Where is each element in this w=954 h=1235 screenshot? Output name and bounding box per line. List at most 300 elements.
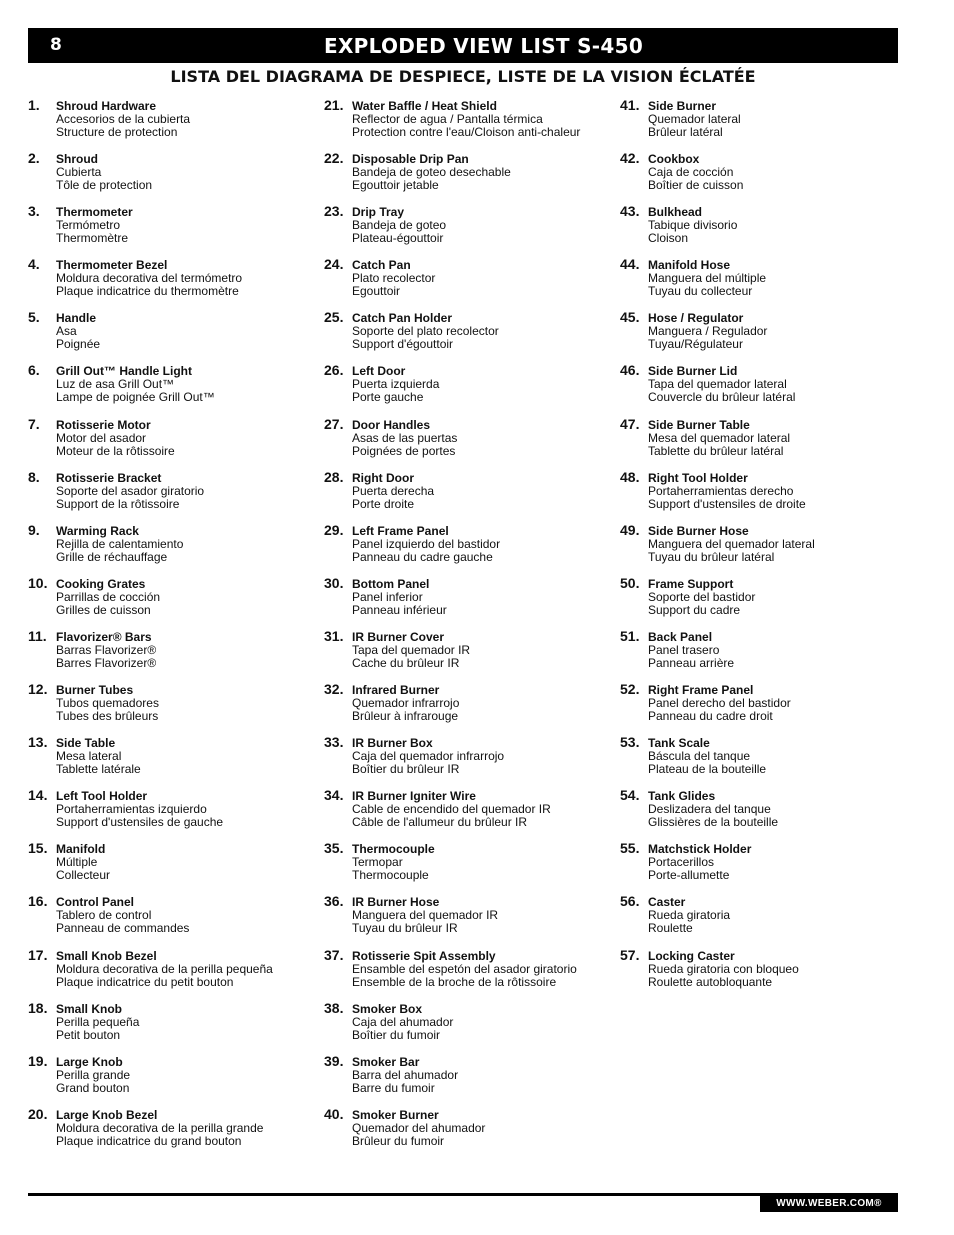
item-number: 43. (620, 203, 640, 220)
item-name-es: Reflector de agua / Pantalla térmica (352, 112, 543, 126)
item-name-fr: Poignée (56, 337, 101, 352)
list-item (324, 787, 614, 840)
item-text (352, 525, 614, 564)
header-bar (28, 28, 898, 63)
item-name-en: IR Burner Box (352, 736, 433, 751)
item-text (352, 1109, 614, 1148)
list-item (28, 416, 318, 469)
list-item (28, 256, 318, 309)
item-name-fr: Barres Flavorizer® (56, 655, 157, 670)
item-number: 8. (28, 468, 40, 485)
item-number: 4. (28, 256, 40, 273)
item-text (352, 259, 614, 298)
item-number: 34. (324, 787, 344, 804)
list-item (324, 575, 614, 628)
item-name-es: Perilla pequeña (56, 1014, 140, 1029)
item-name-fr: Câble de l'allumeur du brûleur IR (352, 815, 528, 830)
list-item (324, 1106, 614, 1159)
item-name-es: Motor del asador (56, 430, 147, 445)
item-name-fr: Tuyau du collecteur (648, 284, 753, 299)
item-name-en: Side Table (56, 736, 116, 751)
item-name-en: Large Knob Bezel (56, 1107, 158, 1122)
parts-column-2 (324, 97, 614, 1159)
item-number: 39. (324, 1052, 344, 1069)
item-name-en: Burner Tubes (56, 683, 134, 698)
item-name-en: Back Panel (648, 629, 713, 644)
item-number: 12. (28, 681, 48, 698)
item-name-en: Smoker Box (352, 1001, 423, 1016)
item-number: 26. (324, 362, 344, 379)
item-number: 37. (324, 946, 344, 963)
item-text (648, 790, 910, 829)
item-text (56, 843, 318, 882)
item-name-es: Barra del ahumador (352, 1067, 459, 1082)
item-name-fr: Boîtier du fumoir (352, 1027, 441, 1042)
item-name-es: Puerta izquierda (352, 377, 440, 392)
item-name-es: Caja del ahumador (352, 1014, 454, 1029)
item-text (352, 578, 614, 617)
list-item (620, 734, 910, 787)
item-name-fr: Thermomètre (56, 231, 129, 246)
item-name-en: Drip Tray (352, 205, 405, 220)
item-text (648, 896, 910, 935)
item-number: 25. (324, 309, 344, 326)
item-number: 9. (28, 521, 40, 538)
item-name-fr: Tôle de protection (56, 178, 153, 193)
item-number: 27. (324, 415, 344, 432)
list-item (324, 362, 614, 415)
item-name-fr: Grilles de cuisson (56, 602, 151, 617)
item-name-en: Side Burner (648, 99, 717, 113)
list-item (620, 893, 910, 946)
item-name-en: Manifold Hose (648, 258, 731, 273)
item-text (56, 737, 318, 776)
item-text (56, 950, 318, 989)
item-name-en: Bottom Panel (352, 576, 430, 591)
item-name-es: Quemador infrarrojo (352, 696, 460, 711)
item-name-es: Panel izquierdo del bastidor (352, 536, 501, 551)
item-name-es: Mesa del quemador lateral (648, 430, 791, 445)
item-name-en: Left Door (352, 364, 406, 379)
item-name-es: Tapa del quemador IR (352, 642, 471, 657)
item-name-en: Bulkhead (648, 205, 703, 220)
item-name-fr: Support d'ustensiles de gauche (56, 815, 224, 830)
item-name-fr: Collecteur (56, 868, 111, 883)
list-item (324, 628, 614, 681)
item-name-en: Disposable Drip Pan (352, 152, 469, 167)
item-number: 21. (324, 97, 344, 113)
item-text (648, 153, 910, 192)
item-name-es: Perilla grande (56, 1067, 131, 1082)
list-item (620, 150, 910, 203)
item-name-en: Rotisserie Spit Assembly (352, 948, 496, 963)
list-item (324, 97, 614, 150)
item-name-fr: Plaque indicatrice du thermomètre (56, 284, 239, 299)
item-name-en: Small Knob (56, 1001, 123, 1016)
item-name-en: Warming Rack (56, 523, 139, 538)
item-number: 48. (620, 468, 640, 485)
list-item (324, 522, 614, 575)
item-name-en: Hose / Regulator (648, 311, 744, 326)
list-item (620, 309, 910, 362)
item-name-en: Rotisserie Motor (56, 417, 151, 432)
item-name-fr: Cache du brûleur IR (352, 655, 460, 670)
list-item (28, 469, 318, 522)
list-item (620, 787, 910, 840)
list-item (620, 256, 910, 309)
item-name-fr: Panneau arrière (648, 655, 735, 670)
page-number: 8 (50, 35, 62, 55)
item-name-fr: Boîtier du brûleur IR (352, 762, 460, 777)
item-name-en: Water Baffle / Heat Shield (352, 99, 497, 113)
item-number: 41. (620, 97, 640, 113)
item-name-fr: Tuyau du brûleur latéral (648, 549, 775, 564)
item-name-fr: Support d'ustensiles de droite (648, 496, 806, 511)
item-name-es: Moldura decorativa de la perilla grande (56, 1120, 264, 1135)
list-item (28, 362, 318, 415)
item-name-fr: Thermocouple (352, 868, 429, 883)
item-number: 42. (620, 150, 640, 167)
item-text (648, 419, 910, 458)
item-name-es: Asa (56, 324, 77, 339)
item-number: 16. (28, 893, 48, 910)
item-text (352, 206, 614, 245)
item-name-es: Puerta derecha (352, 483, 435, 498)
item-name-es: Panel derecho del bastidor (648, 696, 791, 711)
item-name-en: Manifold (56, 842, 106, 857)
item-text (352, 100, 614, 139)
item-number: 24. (324, 256, 344, 273)
list-item (28, 947, 318, 1000)
item-text (648, 843, 910, 882)
item-name-en: Tank Glides (648, 789, 716, 804)
item-name-fr: Brûleur latéral (648, 125, 723, 139)
item-name-es: Manguera del múltiple (648, 271, 767, 286)
item-name-en: Right Tool Holder (648, 470, 748, 485)
item-name-es: Quemador del ahumador (352, 1120, 486, 1135)
item-name-en: Thermometer Bezel (56, 258, 168, 273)
item-name-fr: Glissières de la bouteille (648, 815, 779, 830)
item-text (352, 950, 614, 989)
item-number: 57. (620, 946, 640, 963)
item-name-en: Control Panel (56, 895, 135, 910)
item-name-en: Thermometer (56, 205, 133, 220)
item-name-en: Matchstick Holder (648, 842, 752, 857)
item-text (56, 153, 318, 192)
item-text (56, 419, 318, 458)
item-name-fr: Porte-allumette (648, 868, 730, 883)
item-text (352, 631, 614, 670)
item-name-es: Manguera del quemador IR (352, 908, 499, 923)
item-text (648, 259, 910, 298)
list-item (324, 1000, 614, 1053)
list-item (620, 469, 910, 522)
item-number: 23. (324, 203, 344, 220)
item-text (56, 578, 318, 617)
item-name-en: Cooking Grates (56, 576, 146, 591)
item-name-es: Caja de cocción (648, 165, 734, 180)
item-name-es: Asas de las puertas (352, 430, 458, 445)
item-name-es: Tablero de control (56, 908, 152, 923)
item-name-es: Tubos quemadores (56, 696, 159, 711)
list-item (324, 416, 614, 469)
item-name-es: Portaherramientas derecho (648, 483, 794, 498)
item-number: 29. (324, 521, 344, 538)
item-name-es: Soporte del asador giratorio (56, 483, 205, 498)
item-name-es: Manguera / Regulador (648, 324, 768, 339)
list-item (324, 840, 614, 893)
list-item (324, 256, 614, 309)
item-name-fr: Roulette (648, 921, 693, 936)
list-item (324, 203, 614, 256)
item-number: 22. (324, 150, 344, 167)
item-name-fr: Egouttoir (352, 284, 401, 299)
item-name-es: Bandeja de goteo (352, 218, 447, 233)
item-name-es: Panel inferior (352, 589, 423, 604)
list-item (620, 97, 910, 150)
list-item (620, 522, 910, 575)
item-text (352, 684, 614, 723)
item-name-es: Cubierta (56, 165, 102, 180)
item-text (56, 790, 318, 829)
item-number: 14. (28, 787, 48, 804)
item-name-en: Flavorizer® Bars (56, 629, 152, 644)
item-name-es: Mesa lateral (56, 749, 122, 764)
item-name-fr: Panneau inférieur (352, 602, 447, 617)
item-name-es: Rueda giratoria (648, 908, 731, 923)
item-number: 49. (620, 521, 640, 538)
list-item (28, 522, 318, 575)
item-text (56, 896, 318, 935)
item-text (56, 206, 318, 245)
item-number: 30. (324, 574, 344, 591)
item-text (56, 312, 318, 351)
item-number: 5. (28, 309, 40, 326)
item-name-fr: Poignées de portes (352, 443, 456, 458)
item-text (648, 100, 910, 139)
item-name-en: Thermocouple (352, 842, 435, 857)
item-name-es: Portacerillos (648, 855, 715, 870)
item-name-en: IR Burner Cover (352, 629, 445, 644)
list-item (28, 787, 318, 840)
item-name-es: Moldura decorativa del termómetro (56, 271, 243, 286)
list-item (28, 681, 318, 734)
item-name-fr: Cloison (648, 231, 689, 246)
item-number: 10. (28, 574, 48, 591)
item-text (648, 631, 910, 670)
item-name-es: Barras Flavorizer® (56, 642, 157, 657)
list-item (324, 681, 614, 734)
item-text (352, 312, 614, 351)
item-name-fr: Panneau de commandes (56, 921, 190, 936)
item-name-en: Left Frame Panel (352, 523, 449, 538)
item-name-fr: Roulette autobloquante (648, 974, 773, 989)
item-name-fr: Plaque indicatrice du grand bouton (56, 1133, 242, 1148)
item-number: 51. (620, 627, 640, 644)
item-name-en: Side Burner Hose (648, 523, 749, 538)
item-number: 44. (620, 256, 640, 273)
item-name-fr: Plaque indicatrice du petit bouton (56, 974, 234, 989)
item-name-fr: Brûleur du fumoir (352, 1133, 445, 1148)
item-name-en: Cookbox (648, 152, 700, 167)
item-name-es: Parrillas de cocción (56, 589, 161, 604)
list-item (324, 1053, 614, 1106)
item-name-en: Frame Support (648, 576, 734, 591)
item-name-en: Large Knob (56, 1054, 123, 1069)
page-title: EXPLODED VIEW LIST S-450 (324, 34, 644, 58)
item-name-fr: Brûleur à infrarouge (352, 709, 459, 724)
item-name-en: Left Tool Holder (56, 789, 148, 804)
list-item (28, 628, 318, 681)
list-item (620, 947, 910, 1000)
list-item (620, 416, 910, 469)
item-name-es: Panel trasero (648, 642, 720, 657)
item-name-en: Catch Pan Holder (352, 311, 453, 326)
item-number: 3. (28, 203, 40, 220)
item-name-fr: Tuyau du brûleur IR (352, 921, 458, 936)
item-number: 28. (324, 468, 344, 485)
item-text (648, 206, 910, 245)
list-item (324, 734, 614, 787)
item-number: 38. (324, 999, 344, 1016)
item-text (56, 100, 318, 139)
item-name-es: Tapa del quemador lateral (648, 377, 787, 392)
item-name-en: Small Knob Bezel (56, 948, 157, 963)
item-name-en: Infrared Burner (352, 683, 440, 698)
item-name-en: Rotisserie Bracket (56, 470, 162, 485)
item-name-fr: Couvercle du brûleur latéral (648, 390, 796, 405)
item-name-en: IR Burner Hose (352, 895, 440, 910)
item-name-fr: Tubes des brûleurs (56, 709, 159, 724)
item-text (56, 1109, 318, 1148)
item-number: 32. (324, 681, 344, 698)
item-number: 40. (324, 1105, 344, 1122)
list-item (28, 734, 318, 787)
parts-column-3 (620, 97, 910, 1000)
list-item (28, 150, 318, 203)
item-number: 53. (620, 734, 640, 751)
item-number: 7. (28, 415, 40, 432)
item-text (648, 684, 910, 723)
item-text (352, 472, 614, 511)
item-text (648, 950, 910, 989)
item-name-es: Tabique divisorio (648, 218, 738, 233)
item-number: 17. (28, 946, 48, 963)
item-number: 20. (28, 1105, 48, 1122)
item-name-fr: Support d'égouttoir (352, 337, 454, 352)
item-text (352, 896, 614, 935)
item-name-es: Rueda giratoria con bloqueo (648, 961, 799, 976)
list-item (28, 893, 318, 946)
item-name-fr: Plateau de la bouteille (648, 762, 767, 777)
parts-column-1 (28, 97, 318, 1159)
item-name-en: Tank Scale (648, 736, 710, 751)
item-name-en: Caster (648, 895, 686, 910)
list-item (620, 203, 910, 256)
item-number: 31. (324, 627, 344, 644)
item-text (648, 312, 910, 351)
item-number: 11. (28, 627, 47, 644)
list-item (324, 469, 614, 522)
list-item (620, 575, 910, 628)
item-text (56, 631, 318, 670)
item-name-es: Plato recolector (352, 271, 436, 286)
list-item (324, 893, 614, 946)
item-name-en: Door Handles (352, 417, 431, 432)
list-item (28, 1053, 318, 1106)
item-number: 6. (28, 362, 40, 379)
page-subtitle: LISTA DEL DIAGRAMA DE DESPIECE, LISTE DE LA VISION ÉCLATÉE (170, 67, 756, 86)
item-name-es: Soporte del plato recolector (352, 324, 499, 339)
item-name-fr: Tuyau/Régulateur (648, 337, 743, 352)
item-name-es: Múltiple (56, 855, 98, 870)
item-number: 46. (620, 362, 640, 379)
item-name-es: Cable de encendido del quemador IR (352, 802, 551, 817)
item-text (352, 153, 614, 192)
item-text (352, 843, 614, 882)
item-name-en: Right Frame Panel (648, 683, 754, 698)
item-name-fr: Moteur de la rôtissoire (56, 443, 175, 458)
item-name-fr: Grand bouton (56, 1080, 130, 1095)
item-number: 2. (28, 150, 40, 167)
item-text (56, 1003, 318, 1042)
item-name-en: Catch Pan (352, 258, 411, 273)
item-name-en: Smoker Burner (352, 1107, 439, 1122)
item-name-fr: Structure de protection (56, 125, 178, 139)
item-name-fr: Protection contre l'eau/Cloison anti-chaleur (352, 125, 581, 139)
item-name-es: Soporte del bastidor (648, 589, 756, 604)
item-name-fr: Boîtier de cuisson (648, 178, 744, 193)
list-item (324, 150, 614, 203)
item-number: 56. (620, 893, 640, 910)
item-number: 15. (28, 840, 48, 857)
item-text (352, 365, 614, 404)
list-item (324, 309, 614, 362)
item-number: 36. (324, 893, 344, 910)
item-name-fr: Tablette latérale (56, 762, 141, 777)
list-item (28, 1000, 318, 1053)
item-text (56, 365, 318, 404)
item-number: 50. (620, 574, 640, 591)
item-name-en: Smoker Bar (352, 1054, 420, 1069)
item-name-en: Side Burner Table (648, 417, 750, 432)
item-name-fr: Panneau du cadre gauche (352, 549, 493, 564)
item-text (352, 737, 614, 776)
item-number: 52. (620, 681, 640, 698)
list-item (620, 362, 910, 415)
item-name-fr: Porte gauche (352, 390, 424, 405)
item-name-es: Luz de asa Grill Out™ (56, 377, 175, 392)
item-name-es: Caja del quemador infrarrojo (352, 749, 505, 764)
item-name-es: Portaherramientas izquierdo (56, 802, 207, 817)
item-text (648, 472, 910, 511)
item-name-en: IR Burner Igniter Wire (352, 789, 476, 804)
item-text (56, 472, 318, 511)
item-text (352, 1056, 614, 1095)
item-name-en: Handle (56, 311, 97, 326)
item-name-en: Grill Out™ Handle Light (56, 364, 192, 379)
item-name-es: Rejilla de calentamiento (56, 536, 184, 551)
item-name-en: Locking Caster (648, 948, 735, 963)
item-name-fr: Ensemble de la broche de la rôtissoire (352, 974, 557, 989)
item-name-es: Accesorios de la cubierta (56, 112, 191, 126)
item-name-en: Shroud (56, 152, 98, 167)
item-text (648, 578, 910, 617)
item-name-fr: Petit bouton (56, 1027, 121, 1042)
item-name-es: Deslizadera del tanque (648, 802, 771, 817)
item-text (56, 1056, 318, 1095)
item-name-fr: Plateau-égouttoir (352, 231, 444, 246)
